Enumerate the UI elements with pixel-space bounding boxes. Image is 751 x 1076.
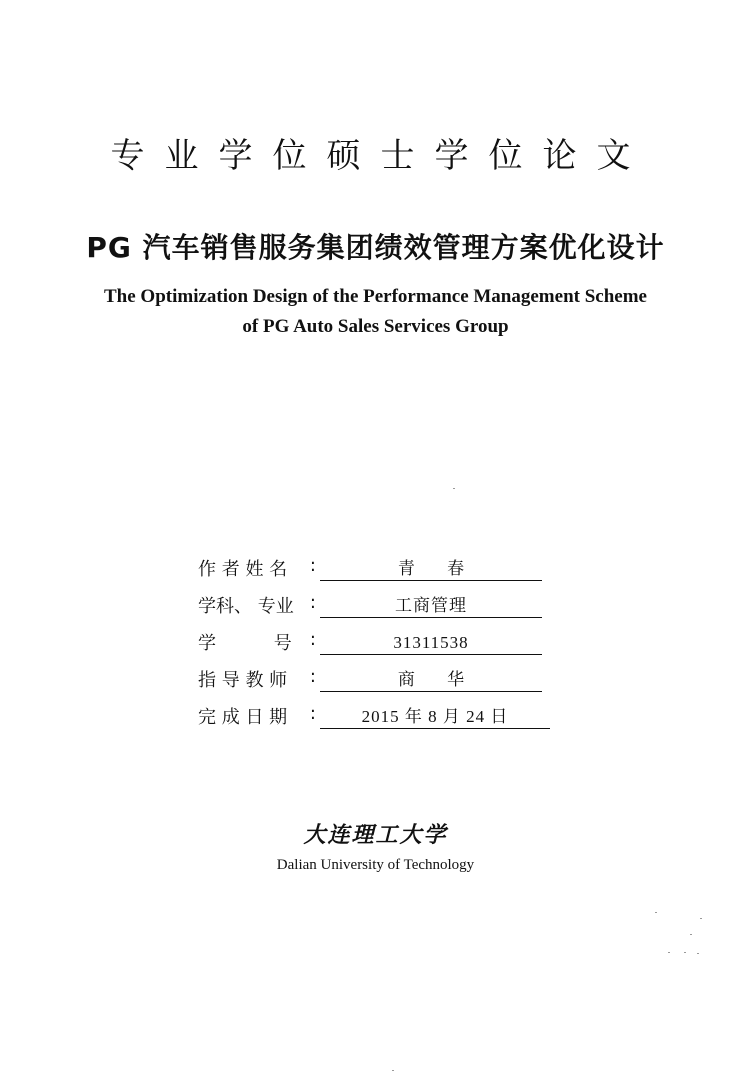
thesis-title-english-line1: The Optimization Design of the Performance Management Scheme xyxy=(104,286,647,307)
info-row-author xyxy=(198,550,558,581)
university-name-chinese: 大连理工大学 xyxy=(303,822,448,848)
info-row-major xyxy=(198,587,558,618)
scan-speck xyxy=(453,488,455,489)
scan-speck xyxy=(655,912,657,913)
major-label xyxy=(198,592,320,618)
university-name-english: Dalian University of Technology xyxy=(276,857,475,873)
student-id-value: 31311538 xyxy=(320,632,542,655)
author-name-label xyxy=(198,555,320,581)
advisor-label-text: 指 导 教 师 xyxy=(198,670,288,691)
advisor-label xyxy=(198,666,320,692)
info-row-student-id xyxy=(198,624,558,655)
author-info-block xyxy=(198,550,558,729)
degree-type-heading: 专业学位硕士学位论文 xyxy=(110,136,651,176)
thesis-title-english-line2: of PG Auto Sales Services Group xyxy=(242,316,509,337)
student-id-label xyxy=(198,629,320,655)
scan-speck xyxy=(684,952,686,953)
colon: : xyxy=(309,555,316,576)
completion-date-label-text: 完 成 日 期 xyxy=(198,707,288,728)
student-id-label-text: 学 号 xyxy=(198,633,292,654)
major-value: 工商管理 xyxy=(320,595,542,618)
author-name-label-text: 作 者 姓 名 xyxy=(198,559,288,580)
info-row-advisor xyxy=(198,661,558,692)
completion-date-label xyxy=(198,703,320,729)
scan-speck xyxy=(690,934,692,935)
colon: : xyxy=(309,592,316,613)
scan-speck xyxy=(392,1070,394,1071)
scan-speck xyxy=(668,952,670,953)
completion-date-value: 2015 年 8 月 24 日 xyxy=(320,706,550,729)
major-label-text: 学科、 专业 xyxy=(198,596,294,617)
colon: : xyxy=(309,703,316,724)
colon: : xyxy=(309,666,316,687)
info-row-date xyxy=(198,698,558,729)
colon: : xyxy=(309,629,316,650)
thesis-title-chinese: PG 汽车销售服务集团绩效管理方案优化设计 xyxy=(86,231,665,264)
scan-speck xyxy=(700,918,702,919)
scan-speck xyxy=(697,953,699,954)
thesis-title-english xyxy=(0,282,751,342)
advisor-value: 商 华 xyxy=(320,669,542,692)
author-name-value: 青 春 xyxy=(320,558,542,581)
